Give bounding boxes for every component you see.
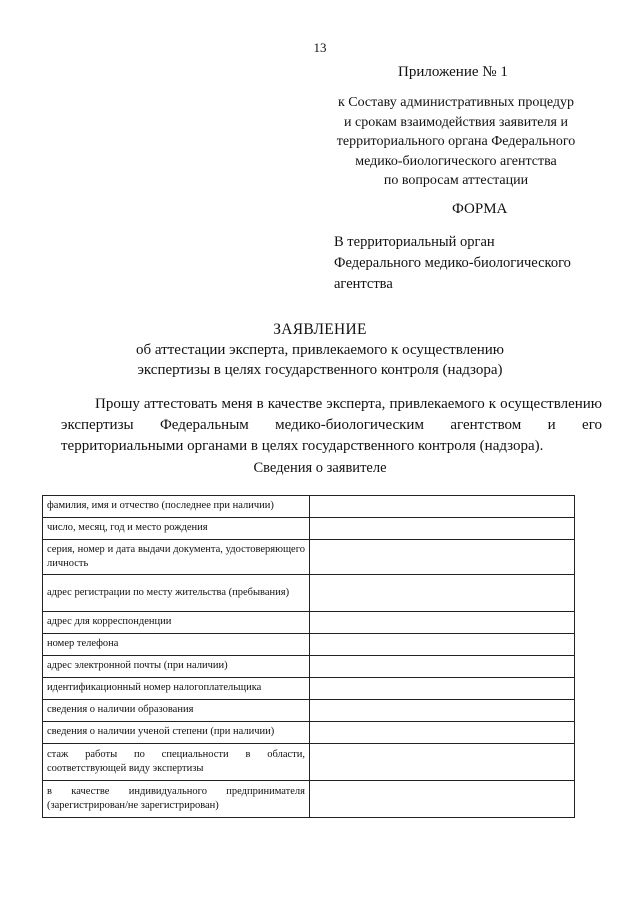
table-row [43,496,575,518]
addressee-line: В территориальный орган [334,234,495,250]
field-label: адрес электронной почты (при наличии) [43,656,310,678]
request-paragraph [61,394,602,457]
table-row [43,540,575,575]
field-label: число, месяц, год и место рождения [43,518,310,540]
addressee-line: агентства [334,276,393,292]
field-value[interactable] [310,518,575,540]
field-value[interactable] [310,678,575,700]
table-row [43,722,575,744]
appendix-subtitle [318,93,594,191]
request-line: Прошу аттестовать меня в качестве эксперта, привлекаемого к осуществлению [95,396,602,412]
document-subtitle [80,340,560,380]
table-row [43,744,575,781]
addressee-block [334,232,571,295]
document-subtitle-line: об аттестации эксперта, привлекаемого к осуществлению [135,342,504,358]
field-value[interactable] [310,656,575,678]
field-label: адрес регистрации по месту жительства (пребывания) [43,575,310,612]
field-label: фамилия, имя и отчество (последнее при наличии) [43,496,310,518]
field-value[interactable] [310,540,575,575]
field-label: в качестве индивидуального предпринимателя (зарегистрирован/не зарегистрирован) [43,781,310,818]
page-number: 13 [313,40,327,55]
field-value[interactable] [310,744,575,781]
document-title: ЗАЯВЛЕНИЕ [273,321,367,338]
appendix-subtitle-line: территориального органа Федерального [336,134,576,149]
field-label: серия, номер и дата выдачи документа, удостоверяющего личность [43,540,310,575]
field-value[interactable] [310,634,575,656]
addressee-line: Федерального медико-биологического [334,255,571,271]
document-subtitle-line: экспертизы в целях государственного контроля (надзора) [137,362,503,378]
field-value[interactable] [310,700,575,722]
field-label: номер телефона [43,634,310,656]
appendix-subtitle-line: и срокам взаимодействия заявителя и [344,114,568,130]
table-row [43,612,575,634]
table-row [43,781,575,818]
field-label: идентификационный номер налогоплательщика [43,678,310,700]
field-label: стаж работы по специальности в области, соответствующей виду экспертизы [43,744,310,781]
field-value[interactable] [310,496,575,518]
field-value[interactable] [310,722,575,744]
request-line: экспертизы Федеральным медико-биологическим агентством и его [61,417,602,433]
applicant-info-table [42,495,575,818]
field-label: сведения о наличии образования [43,700,310,722]
appendix-subtitle-line: по вопросам аттестации [383,173,529,188]
table-row [43,700,575,722]
field-value[interactable] [310,781,575,818]
field-value[interactable] [310,575,575,612]
field-label: адрес для корреспонденции [43,612,310,634]
table-row [43,518,575,540]
table-row [43,634,575,656]
field-label: сведения о наличии ученой степени (при наличии) [43,722,310,744]
appendix-subtitle-line: медико-биологического агентства [355,153,557,169]
request-line: территориальными органами в целях государственного контроля (надзора). [61,438,544,454]
applicant-info-title: Сведения о заявителе [253,460,387,476]
field-value[interactable] [310,612,575,634]
table-row [43,575,575,612]
table-row [43,678,575,700]
appendix-title: Приложение № 1 [398,64,508,80]
appendix-subtitle-line: к Составу административных процедур [337,95,575,110]
form-label: ФОРМА [452,201,508,217]
table-row [43,656,575,678]
